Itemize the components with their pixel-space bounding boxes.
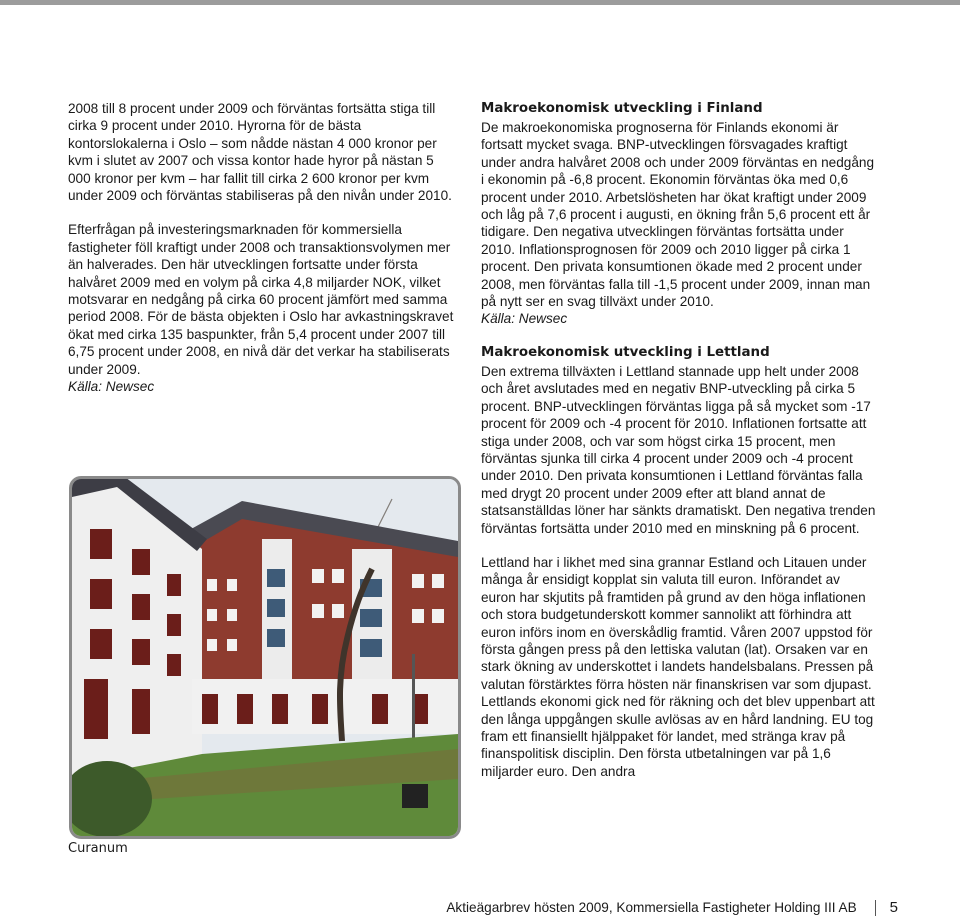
building-illustration: [72, 479, 458, 836]
lettland-paragraph-1: Den extrema tillväxten i Lettland stannade upp helt under 2008 och året avslutades med en negativ BNP-utveckling på cirka 5 procent. BNP-utvecklingen förväntas ligga på så mycket som -17 procent för 2009 och -4 procent för 2010. Inflationen fortsatte att stiga under 2008, och var som högst cirka 15 procent, men förväntas sjunka till cirka 4 procent under 2009 och -4 procent under 2010. Den privata konsumtionen i Lettland förväntas falla med drygt 20 procent under 2009 efter att bland annat de statsanställdas löner har sänkts dramatiskt. Den negativa trenden förväntas fortsätta under 2010 med en minskning på 6 procent.: [481, 363, 876, 536]
finland-source: Källa: Newsec: [481, 311, 568, 327]
left-paragraph-1: 2008 till 8 procent under 2009 och förväntas fortsätta stiga till cirka 9 procent under 2010. Hyrorna för de bästa kontorslokalerna i Oslo – som nådde nästan 4 000 kronor per kvm i slutet av 2007 och vissa kontor hade hyror på nästan 5 000 kronor per kvm – har fallit till cirka 2 600 kronor per kvm under 2009 och förväntas stabiliseras på den nivån under 2010.: [68, 101, 452, 204]
footer-divider: [875, 900, 876, 916]
finland-paragraph: [481, 119, 876, 328]
lettland-paragraph-2: Lettland har i likhet med sina grannar Estland och Litauen under många år ensidigt kopplat sin valuta till euron. Införandet av euron har skjutits på framtiden på grund av den höga inflationen och stora budgetunderskott kommer sannolikt att förhindra att euron införs inom en överskådlig framtid. Våren 2007 uppstod för första gången press på den lettiska valutan (lat). Orsaken var en stark ökning av underskottet i landets handelsbalans. Pressen på valutan förstärktes förra hösten när finanskrisen var som djupast. Lettlands ekonomi gick ned för räkning och det blev uppenbart att den långa uppgången skulle avlösas av en hård landning. EU tog fram ett finansiellt hjälppaket för landet, med stränga krav på finanspolitisk disciplin. Den första utbetalningen var på 1,6 miljarder euro. Den andra: [481, 554, 875, 779]
section-lettland: [481, 344, 876, 780]
photo-caption: Curanum: [68, 841, 128, 856]
left-source: Källa: Newsec: [68, 379, 155, 395]
left-column: [68, 100, 460, 396]
heading-lettland: Makroekonomisk utveckling i Lettland: [481, 344, 770, 360]
right-column: [481, 100, 876, 780]
building-photo: [69, 476, 461, 839]
page-footer: [446, 899, 898, 916]
section-finland: [481, 100, 876, 328]
heading-finland: Makroekonomisk utveckling i Finland: [481, 101, 763, 116]
footer-text: Aktieägarbrev hösten 2009, Kommersiella Fastigheter Holding III AB: [446, 900, 857, 915]
left-paragraph-2: [68, 221, 460, 395]
top-rule: [0, 0, 960, 5]
finland-paragraph-text: De makroekonomiska prognoserna för Finlands ekonomi är fortsatt mycket svaga. BNP-utvecklingen försvagades kraftigt under andra halvåret 2008 och under 2009 förväntas en nedgång i ekonomin på -6,8 procent. Ekonomin förväntas öka med 0,6 procent under 2010. Arbetslösheten har ökat kraftigt under 2009 och låg på 7,6 procent i augusti, en ökning från 5,6 procent ett år tidigare. Den negativa utvecklingen förväntas fortsätta under 2010. Inflationsprognosen för 2009 och 2010 ligger på cirka 1 procent. Den privata konsumtionen ökade med 2 procent under 2008, men förväntas falla till -1,5 procent under 2009, innan man på nytt ser en svag tillväxt under 2010.: [481, 120, 875, 310]
page-number: 5: [889, 899, 898, 916]
left-paragraph-2-text: Efterfrågan på investeringsmarknaden för kommersiella fastigheter föll kraftigt under 2008 och transaktionsvolymen mer än halverades. Den här utvecklingen fortsatte under första halvåret 2009 med en volym på cirka 4,8 miljarder NOK, vilket motsvarar en nedgång på cirka 60 procent jämfört med samma period 2008. För de bästa objekten i Oslo har avkastningskravet ökat med cirka 135 baspunkter, från 5,4 procent under 2007 till 6,75 procent under 2008, en nivå där det verkar ha stabiliserats under 2009.: [68, 222, 454, 377]
